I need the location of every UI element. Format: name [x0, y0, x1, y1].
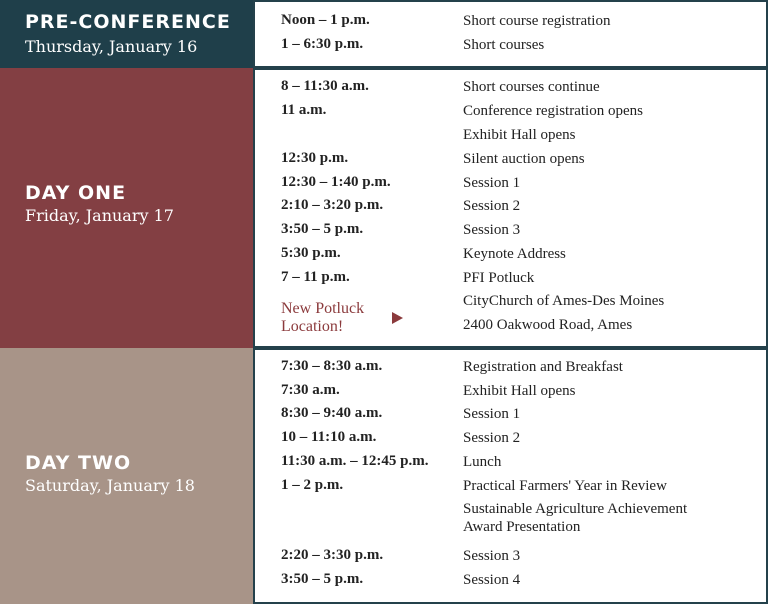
row-event: Lunch [463, 454, 502, 470]
schedule-row [255, 126, 766, 148]
new-location-note [281, 300, 364, 336]
schedule-row [255, 429, 766, 451]
row-time: 3:50 – 5 p.m. [281, 221, 364, 237]
row-time: 5:30 p.m. [281, 245, 341, 261]
row-event: Practical Farmers' Year in Review [463, 478, 667, 494]
row-event: Session 1 [463, 175, 521, 191]
row-time: 7 – 11 p.m. [281, 269, 350, 285]
pre-conference-section [0, 0, 768, 68]
section-heading: DAY TWO [25, 452, 132, 474]
row-event: 2400 Oakwood Road, Ames [463, 317, 633, 333]
schedule-row [255, 36, 766, 58]
row-time: 8:30 – 9:40 a.m. [281, 405, 383, 421]
schedule-row [255, 102, 766, 124]
schedule-row [255, 477, 766, 499]
section-heading: DAY ONE [25, 182, 127, 204]
day-one-section [0, 68, 768, 348]
row-time: 2:10 – 3:20 p.m. [281, 197, 384, 213]
row-event: Silent auction opens [463, 151, 585, 167]
row-time: 2:20 – 3:30 p.m. [281, 547, 384, 563]
row-time: 1 – 6:30 p.m. [281, 36, 364, 52]
schedule-row [255, 78, 766, 100]
row-time: 10 – 11:10 a.m. [281, 429, 377, 445]
row-event: Award Presentation [463, 519, 581, 535]
row-event: Session 2 [463, 198, 521, 214]
row-time: Noon – 1 p.m. [281, 12, 370, 28]
row-event: Short courses [463, 37, 545, 53]
pre-conference-label [0, 0, 253, 68]
schedule-row [255, 12, 766, 34]
day-two-label [0, 348, 253, 604]
schedule-row [255, 382, 766, 404]
row-event: Session 1 [463, 406, 521, 422]
schedule-row [255, 358, 766, 380]
row-time: 7:30 a.m. [281, 382, 340, 398]
row-event: Session 3 [463, 222, 521, 238]
row-event: CityChurch of Ames-Des Moines [463, 293, 665, 309]
row-event: Exhibit Hall opens [463, 127, 576, 143]
section-date: Saturday, January 18 [25, 476, 195, 495]
schedule-row [255, 405, 766, 427]
row-time: 8 – 11:30 a.m. [281, 78, 369, 94]
row-event: Sustainable Agriculture Achievement [463, 501, 688, 517]
section-date: Friday, January 17 [25, 206, 174, 225]
row-event: Short course registration [463, 13, 611, 29]
row-event: Session 4 [463, 572, 521, 588]
schedule-row [255, 150, 766, 172]
note-line: New Potluck [281, 300, 365, 317]
note-line: Location! [281, 318, 344, 335]
row-time: 7:30 – 8:30 a.m. [281, 358, 383, 374]
day-one-label [0, 68, 253, 348]
schedule-row [255, 453, 766, 475]
row-time: 12:30 p.m. [281, 150, 349, 166]
day-two-schedule [255, 350, 766, 602]
row-event: Keynote Address [463, 246, 566, 262]
schedule-row [255, 518, 766, 540]
row-time: 11 a.m. [281, 102, 327, 118]
schedule-row [255, 174, 766, 196]
row-event: PFI Potluck [463, 270, 535, 286]
row-event: Short courses continue [463, 79, 600, 95]
row-event: Exhibit Hall opens [463, 383, 576, 399]
row-time: 3:50 – 5 p.m. [281, 571, 364, 587]
day-two-section [0, 348, 768, 604]
row-time: 1 – 2 p.m. [281, 477, 344, 493]
row-event: Registration and Breakfast [463, 359, 623, 375]
arrow-right-icon [392, 312, 403, 324]
section-date: Thursday, January 16 [25, 37, 198, 56]
row-time: 11:30 a.m. – 12:45 p.m. [281, 453, 429, 469]
pre-conference-schedule [255, 2, 766, 66]
row-event: Conference registration opens [463, 103, 643, 119]
row-event: Session 3 [463, 548, 521, 564]
schedule-row [255, 245, 766, 267]
schedule-row [255, 197, 766, 219]
section-heading: PRE-CONFERENCE [25, 11, 231, 33]
row-time: 12:30 – 1:40 p.m. [281, 174, 391, 190]
schedule-row [255, 221, 766, 243]
row-event: Session 2 [463, 430, 521, 446]
schedule-row [255, 547, 766, 569]
schedule-row [255, 269, 766, 291]
schedule-row [255, 571, 766, 593]
day-one-schedule [255, 70, 766, 346]
